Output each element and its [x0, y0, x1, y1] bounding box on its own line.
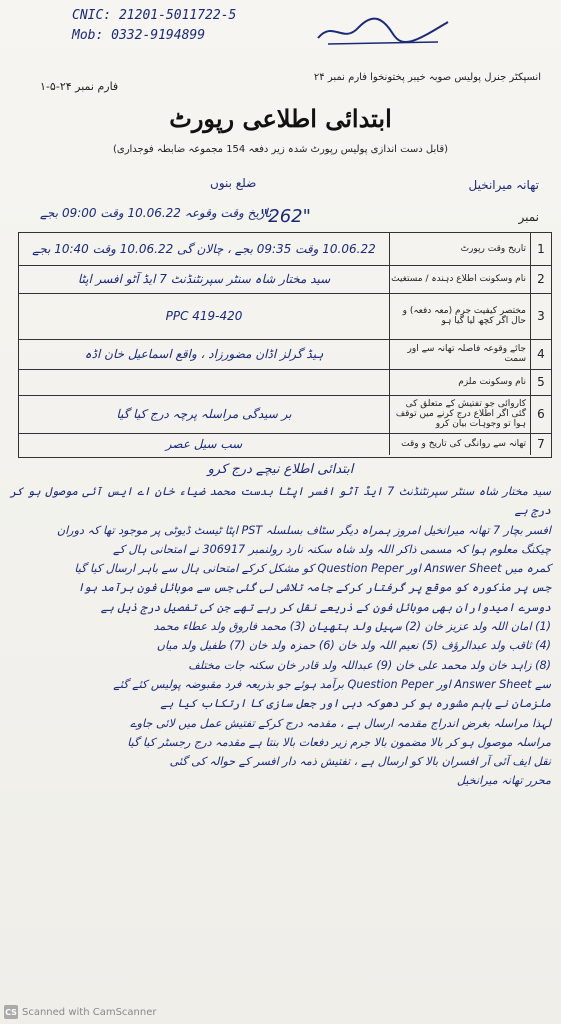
row-number: 1: [530, 233, 551, 265]
page-subtitle: (قابل دست اندازی پولیس رپورٹ شدہ زیر دفعہ 154 مجموعہ ضابطہ فوجداری): [112, 144, 449, 155]
narrative-line: سید مختار شاہ سنٹر سپرنٹنڈنٹ 7 ایڈ آٹو افسر اپٹا بدست محمد ضیاء خان اے ایس آئی موصول ہو کر درج ہے: [10, 485, 552, 518]
narrative-line: کمرہ میں Answer Sheet اور Question Peper کو مشکل کرکے امتحانی ہال سے باہر ارسال کیا گیا: [74, 562, 551, 576]
table-row: [19, 293, 551, 340]
row-label: جائے وقوعہ فاصلہ تھانہ سے اور سمت: [389, 339, 529, 369]
narrative-line: چیکنگ معلوم ہوا کہ مسمی ذاکر اللہ ولد شاہ سکنہ نارد رولنمبر 306917 نے امتحانی ہال کے: [113, 542, 551, 556]
row-label: کاروائی جو تفتیش کے متعلق کی گئی اگر اطلاع درج کرنے میں توقف ہوا تو وجوہات بیان کرو: [389, 395, 529, 433]
row-value: PPC 419-420: [165, 309, 243, 323]
mobile-number: Mob: 0332-9194899: [72, 28, 206, 43]
district: ضلع بنوں: [210, 176, 257, 190]
camscanner-icon: CS: [4, 1005, 18, 1019]
row-value: بر سیدگی مراسلہ پرچہ درج کیا گیا: [116, 407, 292, 421]
row-value: 10.06.22 وقت 09:35 بجے ، چالان گی 10.06.22 وقت 10:40 بجے: [32, 242, 376, 256]
row-number: 3: [530, 293, 551, 339]
occurrence-date: تاریخ وقت وقوعہ 10.06.22 وقت 09:00 بجے: [40, 206, 272, 220]
row-number: 5: [530, 369, 551, 395]
table-row: [19, 369, 551, 396]
row-label: نام وسکونت اطلاع دہندہ / مستغیث: [389, 265, 529, 293]
row-label: تاریخ وقت رپورٹ: [389, 233, 529, 265]
narrative-line: محرر تھانہ میرانخیل: [456, 774, 551, 788]
scanner-label: Scanned with CamScanner: [22, 1006, 157, 1018]
table-row: [19, 395, 551, 434]
row-value: سید مختار شاہ سنٹر سپرنٹنڈنٹ 7 ایڈ آٹو افسر اپٹا: [77, 272, 331, 286]
police-station: تھانہ میرانخیل: [468, 178, 539, 192]
narrative-line: لہذا مراسلہ بغرض اندراج مقدمہ ارسال ہے ، مقدمہ درج کرکے تفتیش عمل میں لائی جاوے: [130, 716, 551, 730]
row-number: 2: [530, 265, 551, 293]
narrative-line: سے Answer Sheet اور Question Peper برآمد ہوئے جو بذریعہ فرد مقبوضہ پولیس کئے گئے: [113, 677, 551, 691]
scanner-watermark: [4, 1005, 157, 1019]
row-value: سب سیل عصر: [165, 437, 243, 451]
narrative-line: نقل ایف آئی آر افسران بالا کو ارسال ہے ، تفتیش ذمہ دار افسر کے حوالہ کی گئی: [169, 755, 551, 769]
narrative-line: دوسرے امیدواران بھی موبائل فون کے ذریعے نقل کر رہے تھے جن کی تفصیل درج ذیل ہے: [100, 600, 551, 614]
narrative-line: (8) زاہد خان ولد محمد علی خان (9) عبداللہ ولد قادر خان سکنہ جات مختلف: [188, 658, 551, 672]
row-value: ہیڈ گرلز اڈان مضورزاد ، واقع اسماعیل خان اڈہ: [84, 347, 324, 361]
row-number: 4: [530, 339, 551, 369]
narrative-heading: ابتدائی اطلاع نیچے درج کرو: [207, 462, 354, 477]
narrative-line: مراسلہ موصول ہو کر بالا مضمون بالا جرم زیر دفعات بالا بنتا ہے مقدمہ درج رجسٹر کیا گیا: [127, 735, 551, 749]
row-number: 7: [530, 433, 551, 455]
row-value: [23, 369, 385, 395]
form-reference: انسپکٹر جنرل پولیس صوبہ خیبر پختونخوا فارم نمبر ۲۴: [313, 72, 541, 83]
narrative-line: جس پر مذکورہ کو موقع پر گرفتار کرکے جامہ تلاشی لی گئی جس سے موبائل فون برآمد ہوا: [77, 581, 551, 595]
row-number: 6: [530, 395, 551, 433]
signature-icon: [308, 10, 458, 50]
narrative-line: ملزمان نے باہم مشورہ ہو کر دھوکہ دہی اور جعل سازی کا ارتکاب کیا ہے: [160, 697, 551, 711]
number-label: نمبر: [518, 210, 539, 224]
fir-details-table: [18, 232, 552, 458]
narrative-line: (4) ثاقب ولد عبدالرؤف (5) نعیم اللہ ولد خان (6) حمزہ ولد خان (7) طفیل ولد میاں: [156, 639, 551, 653]
narrative-line: افسر بچار 7 تھانہ میرانخیل امروز ہمراہ دیگر سٹاف بسلسلہ PST اپٹا ٹیسٹ ڈیوٹی پر موجود تھا کہ دوران: [56, 523, 551, 537]
narrative-body: [10, 482, 551, 1002]
row-label: نام وسکونت ملزم: [389, 369, 529, 395]
table-row: [19, 433, 551, 455]
table-row: [19, 339, 551, 370]
fir-number: "262": [260, 206, 311, 227]
cnic-number: CNIC: 21201-5011722-5: [72, 8, 237, 23]
page-title: ابتدائی اطلاعی رپورٹ: [169, 104, 392, 133]
table-row: [19, 233, 551, 266]
table-row: [19, 265, 551, 294]
form-number: فارم نمبر ۲۴-۵-۱: [40, 80, 119, 93]
row-label: تھانہ سے روانگی کی تاریخ و وقت: [389, 433, 529, 455]
narrative-line: (1) امان اللہ ولد عزیز خان (2) سہیل ولد ہتھیان (3) محمد فاروق ولد عطاء محمد: [153, 620, 551, 634]
row-label: مختصر کیفیت جرم (معہ دفعہ) و حال اگر کچھ لیا گیا ہو: [389, 293, 529, 339]
